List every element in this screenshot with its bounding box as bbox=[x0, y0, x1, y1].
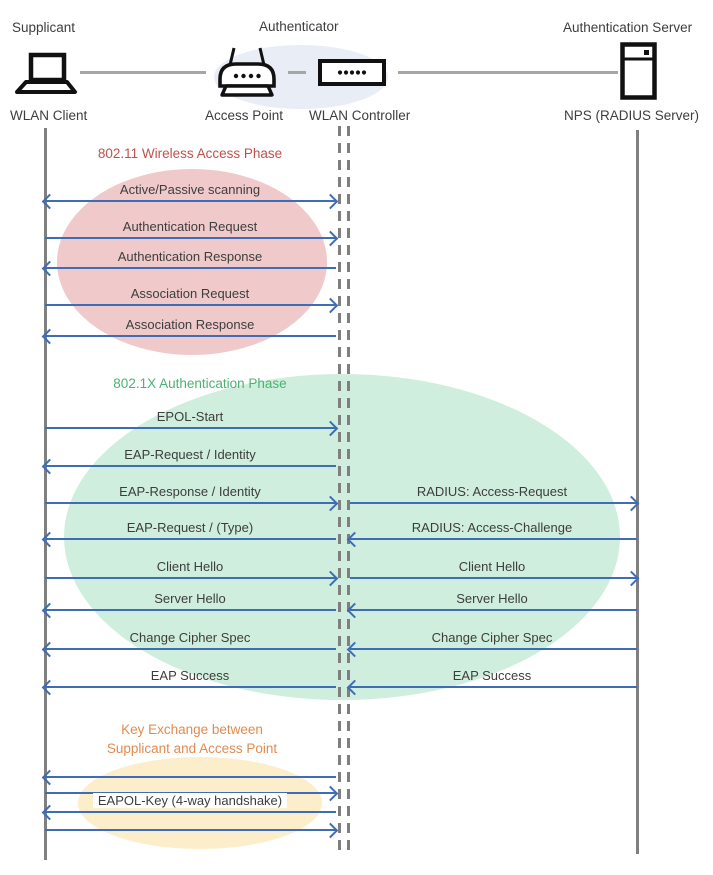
message-label: EAP-Response / Identity bbox=[119, 484, 261, 499]
message-label: EAP Success bbox=[452, 668, 532, 683]
message-arrow bbox=[45, 609, 336, 611]
message-arrow bbox=[45, 686, 336, 688]
lifeline-authentication-server bbox=[636, 130, 639, 854]
message-arrow bbox=[45, 829, 336, 831]
link-client-to-ap bbox=[80, 71, 206, 74]
message-label: Authentication Request bbox=[122, 219, 258, 234]
message-label: Association Request bbox=[130, 286, 250, 301]
message-arrow bbox=[45, 427, 336, 429]
message-arrow bbox=[45, 648, 336, 650]
message-label: RADIUS: Access-Challenge bbox=[411, 520, 573, 535]
server-icon bbox=[620, 42, 657, 100]
message-label: EAP-Request / (Type) bbox=[126, 520, 254, 535]
wlan-controller-icon bbox=[318, 59, 386, 86]
message-arrow bbox=[45, 200, 336, 202]
message-label: EAP-Request / Identity bbox=[124, 447, 256, 462]
message-arrow bbox=[350, 538, 637, 540]
message-arrow bbox=[45, 465, 336, 467]
message-label: Authentication Response bbox=[117, 249, 263, 264]
role-authenticator: Authenticator bbox=[259, 19, 339, 34]
laptop-icon bbox=[14, 52, 78, 96]
message-label: Change Cipher Spec bbox=[129, 630, 251, 645]
message-label: EAPOL-Key (4-way handshake) bbox=[50, 793, 330, 808]
message-label: EAP Success bbox=[150, 668, 230, 683]
phase-title-key-exchange-line1: Key Exchange between bbox=[121, 722, 263, 737]
message-label: Client Hello bbox=[458, 559, 526, 574]
label-access-point: Access Point bbox=[205, 108, 284, 123]
arrowhead-right-icon bbox=[323, 823, 339, 839]
message-label: Association Response bbox=[125, 317, 255, 332]
message-label: Change Cipher Spec bbox=[431, 630, 553, 645]
message-arrow bbox=[45, 304, 336, 306]
label-nps-radius-server: NPS (RADIUS Server) bbox=[564, 108, 700, 123]
label-wlan-client: WLAN Client bbox=[10, 108, 88, 123]
message-arrow bbox=[350, 686, 637, 688]
message-arrow bbox=[45, 776, 336, 778]
message-arrow bbox=[45, 502, 336, 504]
message-arrow bbox=[350, 648, 637, 650]
message-arrow bbox=[45, 267, 336, 269]
access-point-icon bbox=[213, 46, 281, 98]
message-label: RADIUS: Access-Request bbox=[416, 484, 568, 499]
message-arrow bbox=[45, 538, 336, 540]
phase-title-8021x: 802.1X Authentication Phase bbox=[113, 376, 287, 391]
message-arrow bbox=[45, 577, 336, 579]
message-arrow bbox=[45, 335, 336, 337]
message-label: Client Hello bbox=[156, 559, 224, 574]
lifeline-authenticator-dashed-2 bbox=[347, 126, 350, 854]
message-label: Server Hello bbox=[154, 591, 226, 606]
link-ap-to-controller bbox=[288, 71, 306, 74]
message-label: Server Hello bbox=[456, 591, 528, 606]
lifeline-authenticator-dashed-1 bbox=[338, 126, 341, 854]
message-label: EPOL-Start bbox=[156, 409, 224, 424]
message-arrow bbox=[45, 811, 336, 813]
phase-title-key-exchange-line2: Supplicant and Access Point bbox=[106, 741, 278, 756]
link-controller-to-server bbox=[398, 71, 618, 74]
message-arrow bbox=[350, 609, 637, 611]
role-supplicant: Supplicant bbox=[12, 20, 76, 35]
phase-title-80211: 802.11 Wireless Access Phase bbox=[97, 146, 283, 161]
message-arrow bbox=[350, 577, 637, 579]
message-arrow bbox=[350, 502, 637, 504]
message-arrow bbox=[45, 237, 336, 239]
message-label: Active/Passive scanning bbox=[119, 182, 261, 197]
label-wlan-controller: WLAN Controller bbox=[309, 108, 411, 123]
role-authentication-server: Authentication Server bbox=[563, 20, 693, 35]
